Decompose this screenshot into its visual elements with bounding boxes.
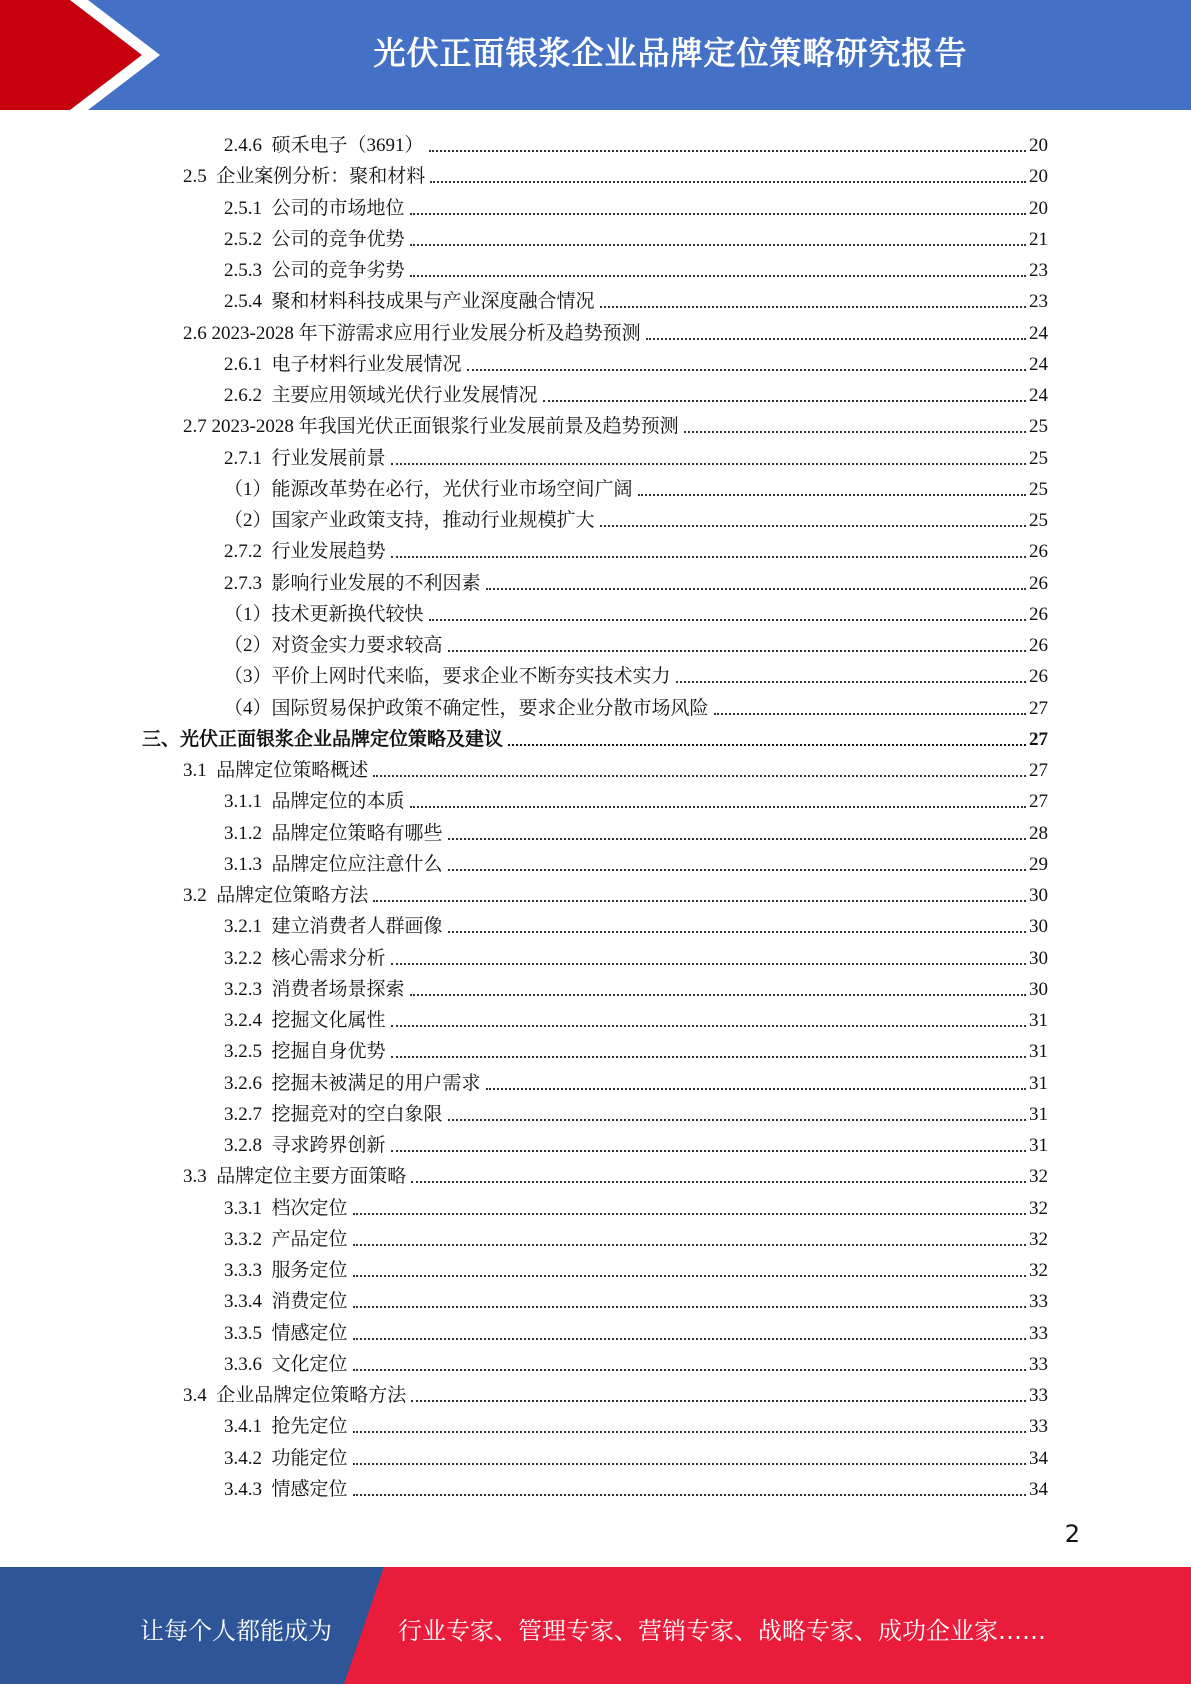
toc-entry[interactable] bbox=[224, 440, 1048, 471]
toc-entry[interactable] bbox=[183, 408, 1048, 439]
toc-entry[interactable] bbox=[224, 846, 1048, 877]
toc-entry-label: 2.7.1 行业发展前景 bbox=[224, 447, 386, 469]
toc-entry-label: 3.4.2 功能定位 bbox=[224, 1447, 348, 1469]
toc-dot-leader bbox=[486, 587, 1026, 590]
toc-entry-label: （4）国际贸易保护政策不确定性，要求企业分散市场风险 bbox=[224, 697, 709, 719]
toc-entry[interactable] bbox=[224, 1408, 1048, 1439]
toc-entry-page: 27 bbox=[1029, 697, 1048, 719]
toc-entry-label: 2.6.1 电子材料行业发展情况 bbox=[224, 353, 462, 375]
toc-entry-page: 26 bbox=[1029, 541, 1048, 563]
toc-dot-leader bbox=[430, 180, 1026, 183]
toc-entry-page: 25 bbox=[1029, 478, 1048, 500]
toc-entry-page: 20 bbox=[1029, 135, 1048, 156]
toc-entry-page: 33 bbox=[1029, 1322, 1048, 1344]
toc-entry-page: 25 bbox=[1029, 510, 1048, 531]
toc-entry-page: 24 bbox=[1029, 385, 1048, 406]
toc-entry-label: （1）技术更新换代较快 bbox=[224, 603, 424, 625]
toc-entry[interactable] bbox=[224, 565, 1048, 596]
toc-entry[interactable] bbox=[224, 190, 1048, 221]
toc-entry-page: 30 bbox=[1029, 916, 1048, 938]
toc-dot-leader bbox=[600, 524, 1026, 527]
toc-dot-leader bbox=[353, 1337, 1026, 1340]
toc-entry[interactable] bbox=[224, 1127, 1048, 1158]
toc-entry[interactable] bbox=[224, 533, 1048, 564]
toc-entry-label: 3.3.1 档次定位 bbox=[224, 1197, 348, 1219]
footer-slogan-left: 让每个人都能成为 bbox=[140, 1617, 332, 1645]
toc-entry-page: 30 bbox=[1029, 978, 1048, 1000]
toc-dot-leader bbox=[714, 712, 1026, 715]
toc-entry[interactable] bbox=[224, 815, 1048, 846]
toc-entry-page: 34 bbox=[1029, 1447, 1048, 1469]
toc-entry[interactable] bbox=[183, 1158, 1048, 1189]
toc-entry-page: 25 bbox=[1029, 447, 1048, 469]
toc-entry-label: 三、光伏正面银浆企业品牌定位策略及建议 bbox=[142, 728, 504, 750]
toc-entry-page: 33 bbox=[1029, 1291, 1048, 1313]
toc-dot-leader bbox=[448, 930, 1026, 933]
toc-entry[interactable] bbox=[224, 1221, 1048, 1252]
toc-entry-label: 2.5.4 聚和材料科技成果与产业深度融合情况 bbox=[224, 291, 595, 313]
toc-entry-page: 23 bbox=[1029, 291, 1048, 313]
document-title: 光伏正面银浆企业品牌定位策略研究报告 bbox=[373, 34, 968, 72]
toc-entry[interactable] bbox=[224, 627, 1048, 658]
toc-entry[interactable] bbox=[224, 596, 1048, 627]
toc-entry[interactable] bbox=[224, 1283, 1048, 1314]
toc-entry-label: 3.4 企业品牌定位策略方法 bbox=[183, 1385, 407, 1406]
toc-entry-page: 27 bbox=[1029, 760, 1048, 781]
toc-entry-page: 24 bbox=[1029, 322, 1048, 344]
toc-dot-leader bbox=[353, 1368, 1026, 1371]
toc-entry[interactable] bbox=[224, 908, 1048, 939]
toc-dot-leader bbox=[410, 993, 1026, 996]
toc-entry-page: 31 bbox=[1029, 1072, 1048, 1094]
toc-dot-leader bbox=[391, 1055, 1026, 1058]
toc-entry[interactable] bbox=[183, 752, 1048, 783]
toc-entry-page: 23 bbox=[1029, 260, 1048, 281]
toc-entry-label: 3.2.2 核心需求分析 bbox=[224, 947, 386, 969]
toc-entry[interactable] bbox=[224, 1190, 1048, 1221]
toc-dot-leader bbox=[448, 1118, 1026, 1121]
toc-dot-leader bbox=[638, 493, 1026, 496]
toc-dot-leader bbox=[391, 462, 1026, 465]
toc-entry-label: 3.1.3 品牌定位应注意什么 bbox=[224, 853, 443, 875]
toc-entry[interactable] bbox=[224, 1096, 1048, 1127]
toc-dot-leader bbox=[411, 1180, 1026, 1183]
toc-entry-label: 2.5.3 公司的竞争劣势 bbox=[224, 260, 405, 281]
toc-entry-label: 3.2.7 挖掘竞对的空白象限 bbox=[224, 1103, 443, 1125]
toc-entry-page: 32 bbox=[1029, 1260, 1048, 1281]
toc-dot-leader bbox=[543, 399, 1026, 402]
toc-entry-page: 30 bbox=[1029, 885, 1048, 906]
toc-entry-label: 3.1.1 品牌定位的本质 bbox=[224, 791, 405, 813]
toc-entry-label: 3.1.2 品牌定位策略有哪些 bbox=[224, 822, 443, 844]
toc-entry-label: 2.4.6 硕禾电子（3691） bbox=[224, 135, 424, 156]
toc-entry-label: 2.7.3 影响行业发展的不利因素 bbox=[224, 572, 481, 594]
toc-entry-label: 3.2 品牌定位策略方法 bbox=[183, 885, 369, 906]
toc-entry-page: 33 bbox=[1029, 1353, 1048, 1375]
toc-entry-label: 3.1 品牌定位策略概述 bbox=[183, 760, 369, 781]
toc-dot-leader bbox=[467, 368, 1026, 371]
toc-entry-label: （1）能源改革势在必行，光伏行业市场空间广阔 bbox=[224, 478, 633, 500]
toc-entry-label: 3.3.2 产品定位 bbox=[224, 1228, 348, 1250]
toc-dot-leader bbox=[508, 743, 1026, 746]
footer-slogan-right: 行业专家、管理专家、营销专家、战略专家、成功企业家…… bbox=[398, 1617, 1046, 1645]
toc-dot-leader bbox=[676, 680, 1026, 683]
toc-dot-leader bbox=[353, 1212, 1026, 1215]
toc-entry-label: 2.5.2 公司的竞争优势 bbox=[224, 228, 405, 250]
toc-dot-leader bbox=[391, 1149, 1026, 1152]
toc-dot-leader bbox=[353, 1274, 1026, 1277]
toc-entry[interactable] bbox=[224, 471, 1048, 502]
toc-entry[interactable] bbox=[224, 783, 1048, 814]
toc-entry-page: 34 bbox=[1029, 1478, 1048, 1500]
toc-dot-leader bbox=[411, 1399, 1026, 1402]
toc-entry-page: 27 bbox=[1029, 728, 1048, 750]
toc-dot-leader bbox=[373, 899, 1026, 902]
toc-entry-page: 20 bbox=[1029, 166, 1048, 188]
toc-entry[interactable] bbox=[224, 971, 1048, 1002]
toc-entry-label: 2.5.1 公司的市场地位 bbox=[224, 197, 405, 219]
toc-dot-leader bbox=[600, 305, 1026, 308]
page-header bbox=[0, 0, 1191, 110]
toc-entry[interactable] bbox=[224, 940, 1048, 971]
toc-dot-leader bbox=[373, 774, 1026, 777]
toc-entry[interactable] bbox=[224, 1033, 1048, 1064]
toc-entry-label: 3.4.1 抢先定位 bbox=[224, 1416, 348, 1438]
toc-entry-page: 28 bbox=[1029, 822, 1048, 844]
toc-entry-label: 3.2.6 挖掘未被满足的用户需求 bbox=[224, 1072, 481, 1094]
toc-entry-label: （2）对资金实力要求较高 bbox=[224, 635, 443, 656]
toc-dot-leader bbox=[410, 274, 1026, 277]
toc-entry-label: 3.2.3 消费者场景探索 bbox=[224, 978, 405, 1000]
toc-entry[interactable] bbox=[224, 346, 1048, 377]
toc-entry-page: 27 bbox=[1029, 791, 1048, 813]
toc-entry-label: （3）平价上网时代来临，要求企业不断夯实技术实力 bbox=[224, 666, 671, 688]
toc-entry-page: 30 bbox=[1029, 947, 1048, 969]
toc-dot-leader bbox=[353, 1305, 1026, 1308]
toc-entry-page: 31 bbox=[1029, 1135, 1048, 1156]
toc-entry-page: 25 bbox=[1029, 416, 1048, 438]
toc-entry-page: 20 bbox=[1029, 197, 1048, 219]
toc-dot-leader bbox=[410, 805, 1026, 808]
toc-entry[interactable] bbox=[183, 1377, 1048, 1408]
toc-dot-leader bbox=[429, 149, 1026, 152]
toc-entry[interactable] bbox=[183, 158, 1048, 189]
toc-entry[interactable] bbox=[224, 283, 1048, 314]
toc-entry[interactable] bbox=[224, 1346, 1048, 1377]
toc-entry[interactable] bbox=[183, 877, 1048, 908]
toc-dot-leader bbox=[391, 555, 1026, 558]
toc-entry-label: 2.6.2 主要应用领域光伏行业发展情况 bbox=[224, 385, 538, 406]
toc-entry[interactable] bbox=[224, 221, 1048, 252]
toc-entry[interactable] bbox=[224, 690, 1048, 721]
toc-entry[interactable] bbox=[224, 1065, 1048, 1096]
page-footer bbox=[0, 1567, 1191, 1684]
toc-entry-label: 2.7.2 行业发展趋势 bbox=[224, 541, 386, 563]
toc-entry-page: 33 bbox=[1029, 1416, 1048, 1438]
toc-entry-label: 3.3.3 服务定位 bbox=[224, 1260, 348, 1281]
toc-entry[interactable] bbox=[224, 658, 1048, 689]
toc-entry-label: 2.6 2023-2028 年下游需求应用行业发展分析及趋势预测 bbox=[183, 322, 641, 344]
toc-entry[interactable] bbox=[224, 252, 1048, 283]
page-number: 2 bbox=[1064, 1520, 1080, 1548]
toc-dot-leader bbox=[391, 962, 1026, 965]
toc-entry-label: 3.2.8 寻求跨界创新 bbox=[224, 1135, 386, 1156]
toc-dot-leader bbox=[448, 837, 1026, 840]
toc-entry[interactable] bbox=[224, 1471, 1048, 1502]
toc-entry-label: 2.7 2023-2028 年我国光伏正面银浆行业发展前景及趋势预测 bbox=[183, 416, 679, 438]
toc-entry[interactable] bbox=[224, 1315, 1048, 1346]
toc-entry-label: （2）国家产业政策支持，推动行业规模扩大 bbox=[224, 510, 595, 531]
toc-entry[interactable] bbox=[183, 315, 1048, 346]
toc-entry-page: 31 bbox=[1029, 1041, 1048, 1063]
toc-entry-page: 24 bbox=[1029, 353, 1048, 375]
toc-entry-page: 31 bbox=[1029, 1103, 1048, 1125]
toc-entry-label: 3.4.3 情感定位 bbox=[224, 1478, 348, 1500]
toc-entry-page: 26 bbox=[1029, 572, 1048, 594]
toc-entry-page: 33 bbox=[1029, 1385, 1048, 1406]
toc-entry-label: 3.3.6 文化定位 bbox=[224, 1353, 348, 1375]
toc-dot-leader bbox=[353, 1243, 1026, 1246]
toc-entry[interactable] bbox=[224, 127, 1048, 158]
toc-dot-leader bbox=[391, 1024, 1026, 1027]
toc-entry-page: 29 bbox=[1029, 853, 1048, 875]
toc-entry-page: 26 bbox=[1029, 666, 1048, 688]
toc-dot-leader bbox=[353, 1430, 1026, 1433]
toc-entry[interactable] bbox=[224, 1440, 1048, 1471]
toc-entry-page: 32 bbox=[1029, 1197, 1048, 1219]
toc-entry-page: 26 bbox=[1029, 635, 1048, 656]
toc-dot-leader bbox=[448, 649, 1026, 652]
toc-dot-leader bbox=[429, 618, 1026, 621]
toc-dot-leader bbox=[646, 337, 1026, 340]
toc-entry-page: 21 bbox=[1029, 228, 1048, 250]
toc-entry-label: 3.2.4 挖掘文化属性 bbox=[224, 1010, 386, 1031]
toc-entry[interactable] bbox=[224, 1252, 1048, 1283]
toc-entry-page: 32 bbox=[1029, 1166, 1048, 1188]
toc-entry-page: 31 bbox=[1029, 1010, 1048, 1031]
toc-entry-page: 32 bbox=[1029, 1228, 1048, 1250]
toc-entry-label: 3.3.5 情感定位 bbox=[224, 1322, 348, 1344]
toc-dot-leader bbox=[684, 430, 1026, 433]
toc-dot-leader bbox=[410, 243, 1026, 246]
toc-entry-label: 3.3 品牌定位主要方面策略 bbox=[183, 1166, 407, 1188]
toc-entry[interactable] bbox=[142, 721, 1048, 752]
toc-entry-label: 2.5 企业案例分析：聚和材料 bbox=[183, 166, 426, 188]
toc-entry-label: 3.2.5 挖掘自身优势 bbox=[224, 1041, 386, 1063]
toc-dot-leader bbox=[353, 1493, 1026, 1496]
toc-entry[interactable] bbox=[224, 377, 1048, 408]
toc-dot-leader bbox=[410, 212, 1026, 215]
toc-entry-label: 3.2.1 建立消费者人群画像 bbox=[224, 916, 443, 938]
toc-entry-label: 3.3.4 消费定位 bbox=[224, 1291, 348, 1313]
toc-dot-leader bbox=[486, 1087, 1026, 1090]
toc-dot-leader bbox=[448, 868, 1026, 871]
toc-dot-leader bbox=[353, 1462, 1026, 1465]
toc-entry[interactable] bbox=[224, 502, 1048, 533]
toc-entry-page: 26 bbox=[1029, 603, 1048, 625]
toc-entry[interactable] bbox=[224, 1002, 1048, 1033]
